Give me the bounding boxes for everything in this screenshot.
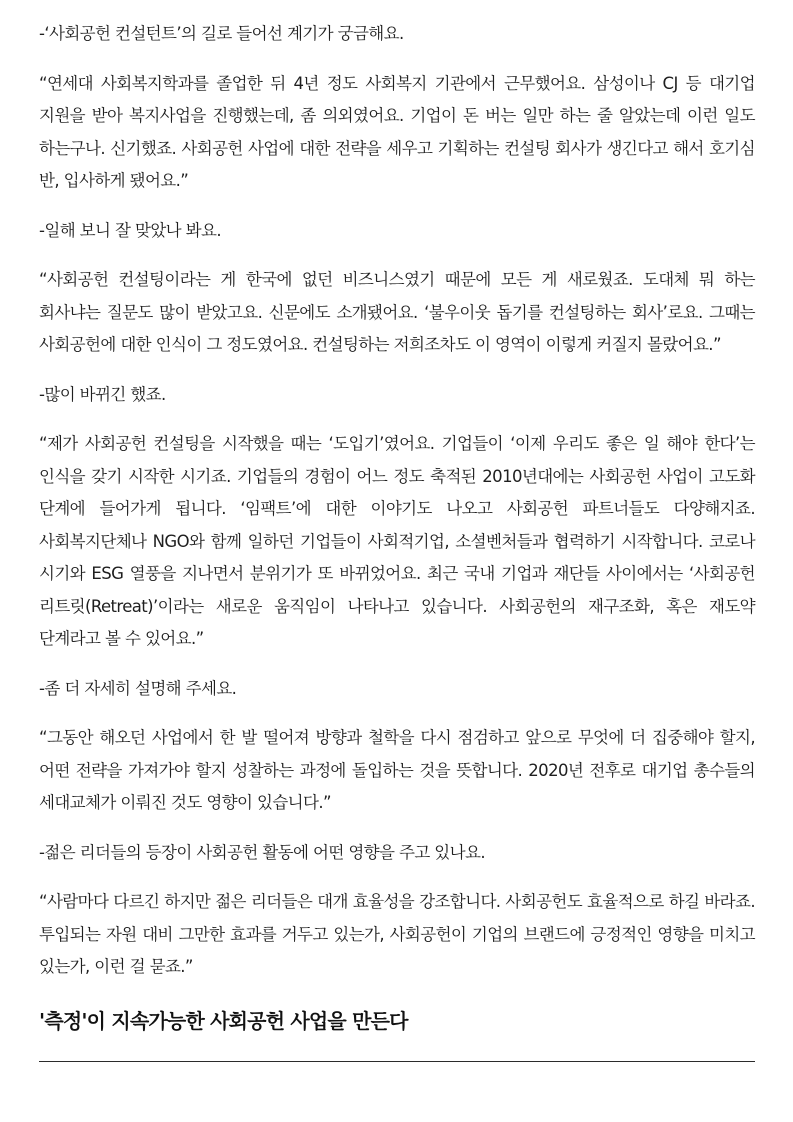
article-body [39,18,755,1036]
interview-answer: “사람마다 다르긴 하지만 젊은 리더들은 대개 효율성을 강조합니다. 사회공헌도 효율적으로 하길 바라죠. 투입되는 자원 대비 그만한 효과를 거두고 있는가, 사회공헌이 기업의 브랜드에 긍정적인 영향을 미치고 있는가, 이런 걸 묻죠.” [39,892,755,976]
interview-answer: “그동안 해오던 사업에서 한 발 떨어져 방향과 철학을 다시 점검하고 앞으로 무엇에 더 집중해야 할지, 어떤 전략을 가져가야 할지 성찰하는 과정에 돌입하는 것을 뜻합니다. 2020년 전후로 대기업 총수들의 세대교체가 이뤄진 것도 영향이 있습니다.” [39,728,755,812]
interview-question: -일해 보니 잘 맞았나 봐요. [39,220,221,240]
interview-answer: “연세대 사회복지학과를 졸업한 뒤 4년 정도 사회복지 기관에서 근무했어요. 삼성이나 CJ 등 대기업 지원을 받아 복지사업을 진행했는데, 좀 의외였어요. 기업이 돈 버는 일만 하는 줄 알았는데 이런 일도 하는구나. 신기했죠. 사회공헌 사업에 대한 전략을 세우고 기획하는 컨설팅 회사가 생긴다고 해서 호기심 반, 입사하게 됐어요.” [39,73,755,190]
section-divider [39,1061,755,1062]
interview-answer: “제가 사회공헌 컨설팅을 시작했을 때는 ‘도입기’였어요. 기업들이 ‘이제 우리도 좋은 일 해야 한다’는 인식을 갖기 시작한 시기죠. 기업들의 경험이 어느 정도 축적된 2010년대에는 사회공헌 사업이 고도화 단계에 들어가게 됩니다. ‘임팩트’에 대한 이야기도 나오고 사회공헌 파트너들도 다양해지죠. 사회복지단체나 NGO와 함께 일하던 기업들이 사회적기업, 소셜벤처들과 협력하기 시작합니다. 코로나 시기와 ESG 열풍을 지나면서 분위기가 또 바뀌었어요. 최근 국내 기업과 재단들 사이에서는 ‘사회공헌 리트릿(Retreat)’이라는 새로운 움직임이 나타나고 있습니다. 사회공헌의 재구조화, 혹은 재도약 단계라고 볼 수 있어요.” [39,434,755,648]
interview-question: -좀 더 자세히 설명해 주세요. [39,678,237,698]
interview-question: -많이 바뀌긴 했죠. [39,384,166,404]
section-heading: '측정'이 지속가능한 사회공헌 사업을 만든다 [39,1008,408,1033]
interview-answer: “사회공헌 컨설팅이라는 게 한국에 없던 비즈니스였기 때문에 모든 게 새로웠죠. 도대체 뭐 하는 회사냐는 질문도 많이 받았고요. 신문에도 소개됐어요. ‘불우이웃 돕기를 컨설팅하는 회사’로요. 그때는 사회공헌에 대한 인식이 그 정도였어요. 컨설팅하는 저희조차도 이 영역이 이렇게 커질지 몰랐어요.” [39,270,755,354]
interview-question: -‘사회공헌 컨설턴트’의 길로 들어선 계기가 궁금해요. [39,24,404,43]
interview-question: -젊은 리더들의 등장이 사회공헌 활동에 어떤 영향을 주고 있나요. [39,842,485,862]
